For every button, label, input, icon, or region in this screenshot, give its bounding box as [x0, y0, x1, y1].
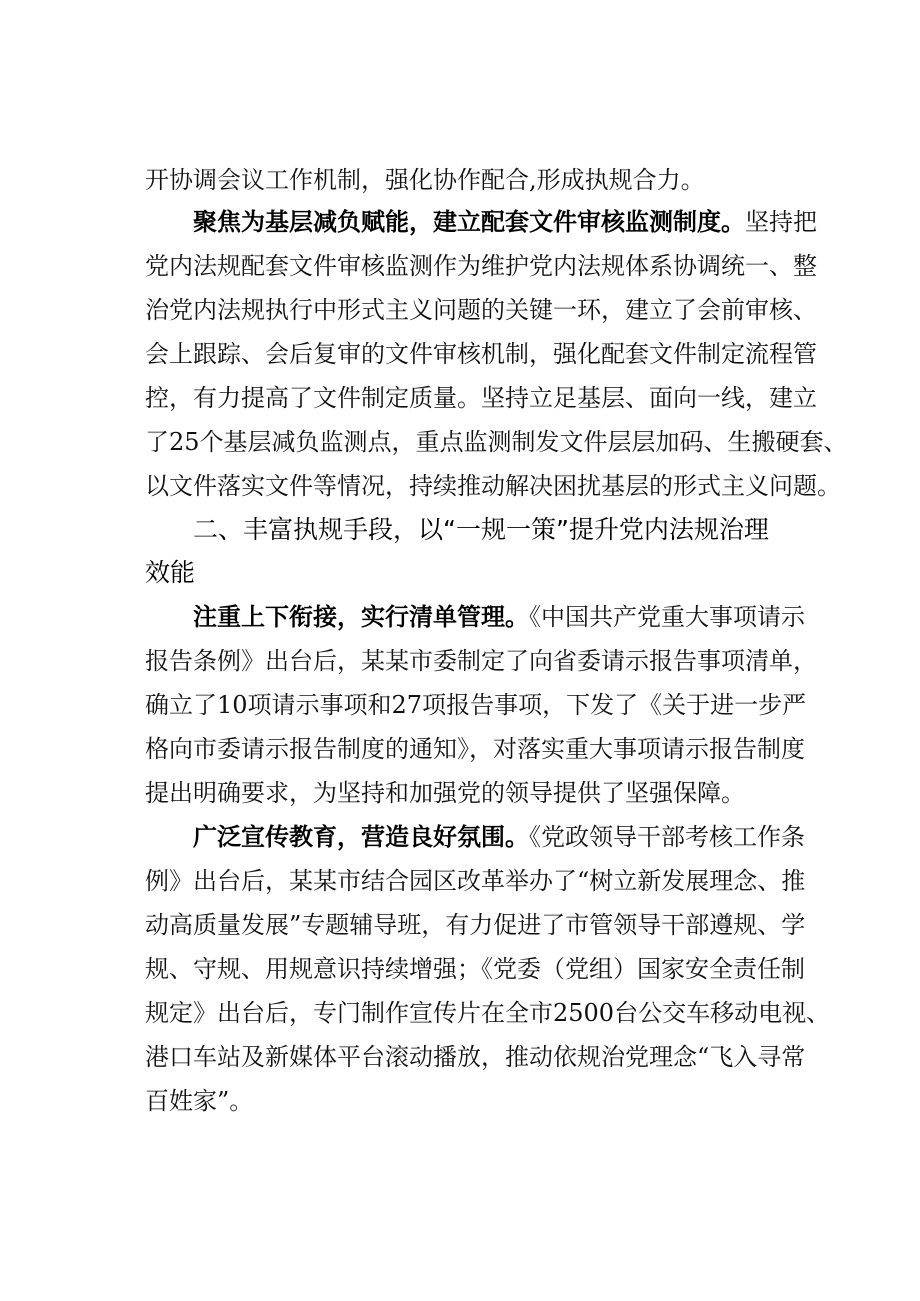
- line-text: 《中国共产党重大事项请示: [529, 603, 805, 631]
- body-line: [145, 1039, 805, 1075]
- line-text: 规、守规、用规意识持续增强；《党委（党组）国家安全责任制: [145, 955, 805, 983]
- body-line: [145, 292, 817, 328]
- line-text: 治党内法规执行中形式主义问题的关键一环，建立了会前审核、: [145, 296, 817, 324]
- line-text: 提出明确要求，为坚持和加强党的领导提供了坚强保障。: [145, 779, 745, 807]
- line-text: 百姓家”。: [145, 1087, 254, 1115]
- body-line: [145, 424, 848, 460]
- line-text: 会上跟踪、会后复审的文件审核机制，强化配套文件制定流程管: [145, 340, 817, 368]
- body-line: [145, 995, 830, 1031]
- body-line: [145, 863, 805, 899]
- paragraph-lead: 聚焦为基层减负赋能，建立配套文件审核监测制度。: [193, 207, 745, 236]
- body-line: [145, 248, 817, 284]
- paragraph-lead: 注重上下衔接，实行清单管理。: [193, 602, 529, 631]
- line-text: 港口车站及新媒体平台滚动播放，推动依规治党理念“飞入寻常: [145, 1043, 806, 1071]
- paragraph-lead: 广泛宣传教育，营造良好氛围。: [193, 822, 529, 851]
- line-text: 格向市委请示报告制度的通知》，对落实重大事项请示报告制度: [145, 735, 805, 763]
- line-text: 了25个基层减负监测点，重点监测制发文件层层加码、生搬硬套、: [145, 428, 848, 456]
- line-text: 报告条例》出台后，某某市委制定了向省委请示报告事项清单，: [145, 647, 817, 675]
- body-line: [145, 336, 817, 372]
- line-text: 动高质量发展”专题辅导班，有力促进了市管领导干部遵规、学: [145, 911, 806, 939]
- heading-text: 效能: [145, 558, 196, 587]
- line-text: 规定》出台后，专门制作宣传片在全市2500台公交车移动电视、: [145, 999, 831, 1027]
- paragraph-lead-line: [193, 599, 805, 635]
- body-line: [145, 468, 841, 504]
- line-text: 例》出台后，某某市结合园区改革举办了“树立新发展理念、推: [145, 867, 806, 895]
- line-text: 确立了10项请示事项和27项报告事项，下发了《关于进一步严: [145, 691, 807, 719]
- body-line: [145, 951, 805, 987]
- body-line: [145, 775, 745, 811]
- line-text: 开协调会议工作机制，强化协作配合,形成执规合力。: [145, 166, 705, 194]
- line-text: 《党政领导干部考核工作条: [529, 823, 805, 851]
- heading-text: 二、丰富执规手段，以“一规一策”提升党内法规治理: [193, 515, 769, 544]
- body-line: [145, 907, 805, 943]
- body-line: [145, 731, 805, 767]
- line-text: 党内法规配套文件审核监测作为维护党内法规体系协调统一、整: [145, 252, 817, 280]
- line-text: 以文件落实文件等情况，持续推动解决困扰基层的形式主义问题。: [145, 472, 841, 500]
- line-text: 坚持把: [745, 208, 817, 236]
- section-heading: [193, 512, 769, 548]
- body-line: [145, 162, 705, 198]
- line-text: 控，有力提高了文件制定质量。坚持立足基层、面向一线，建立: [145, 384, 817, 412]
- paragraph-lead-line: [193, 819, 805, 855]
- body-line: [145, 643, 817, 679]
- body-line: [145, 380, 817, 416]
- section-heading-continuation: [145, 555, 195, 591]
- body-line: [145, 687, 806, 723]
- body-line: [145, 1083, 253, 1119]
- paragraph-lead-line: [193, 204, 817, 240]
